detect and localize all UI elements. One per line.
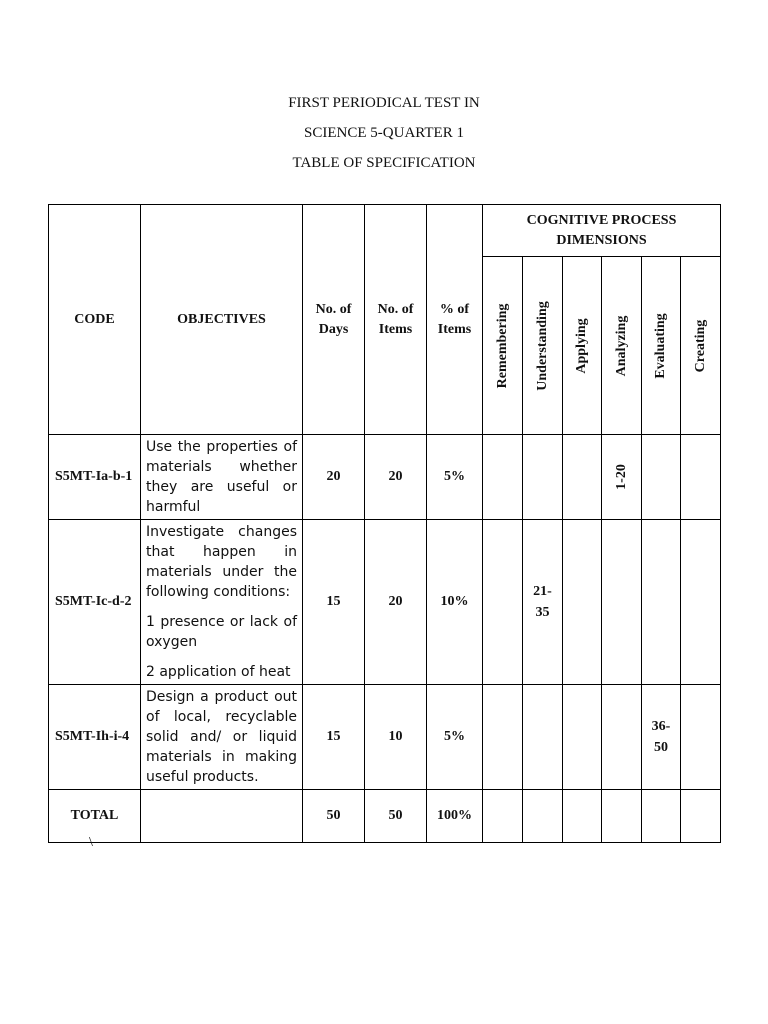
header-evaluating [642, 257, 681, 435]
header-items-line1: No. of [377, 301, 414, 317]
cell-analyzing [602, 790, 642, 843]
table-row [49, 435, 721, 520]
header-cognitive-line1: COGNITIVE PROCESS [526, 212, 677, 228]
header-applying-label: Applying [574, 317, 589, 374]
cell-creating [681, 435, 721, 520]
cell-remembering [483, 790, 523, 843]
total-days: 50 [303, 790, 365, 843]
header-cognitive [483, 205, 721, 257]
cell-evaluating [642, 790, 681, 843]
row-code: S5MT-Ih-i-4 [49, 685, 141, 790]
cell-evaluating [642, 435, 681, 520]
cell-analyzing [602, 520, 642, 685]
cell-understanding [523, 435, 563, 520]
objective-text: Design a product out of local, recyclable solid and/ or liquid materials in making useful products. [146, 689, 297, 785]
total-percent: 100% [427, 790, 483, 843]
row-days: 20 [303, 435, 365, 520]
row-objectives [141, 685, 303, 790]
stray-backslash-mark: \ [89, 835, 93, 850]
analyzing-range: 1-20 [613, 464, 629, 490]
header-understanding-label: Understanding [534, 300, 550, 391]
header-remembering [483, 257, 523, 435]
cell-analyzing [602, 435, 642, 520]
header-applying [563, 257, 602, 435]
header-analyzing [602, 257, 642, 435]
cell-applying [563, 685, 602, 790]
header-percent-line1: % of [439, 301, 470, 317]
total-objectives [141, 790, 303, 843]
title-line-1: FIRST PERIODICAL TEST IN [288, 95, 480, 111]
objective-text: 1 presence or lack of oxygen [146, 614, 297, 650]
title-line-2: SCIENCE 5-QUARTER 1 [304, 125, 464, 141]
header-understanding [523, 257, 563, 435]
header-items-line2: Items [378, 321, 413, 337]
row-percent: 5% [427, 435, 483, 520]
header-analyzing-label: Analyzing [613, 315, 629, 376]
table-row [49, 685, 721, 790]
evaluating-range: 36-50 [651, 719, 671, 755]
row-percent: 5% [427, 685, 483, 790]
row-objectives [141, 520, 303, 685]
header-objectives: OBJECTIVES [141, 205, 303, 435]
objective-text: Use the properties of materials whether they are useful or harmful [146, 439, 297, 515]
objective-text: 2 application of heat [146, 664, 291, 680]
cell-understanding [523, 790, 563, 843]
row-items: 10 [365, 685, 427, 790]
header-days-line1: No. of [315, 301, 352, 317]
row-items: 20 [365, 435, 427, 520]
cell-creating [681, 520, 721, 685]
total-row [49, 790, 721, 843]
cell-creating [681, 790, 721, 843]
table-row [49, 520, 721, 685]
cell-applying [563, 435, 602, 520]
header-row-1 [49, 205, 721, 257]
header-remembering-label: Remembering [494, 303, 510, 388]
row-objectives [141, 435, 303, 520]
title-line-3: TABLE OF SPECIFICATION [292, 155, 476, 171]
cell-applying [563, 790, 602, 843]
header-items [365, 205, 427, 435]
header-percent [427, 205, 483, 435]
row-percent: 10% [427, 520, 483, 685]
row-days: 15 [303, 685, 365, 790]
row-items: 20 [365, 520, 427, 685]
header-days [303, 205, 365, 435]
cell-applying [563, 520, 602, 685]
objective-text: Investigate changes that happen in materials under the following conditions: [146, 524, 297, 600]
header-creating [681, 257, 721, 435]
header-code: CODE [49, 205, 141, 435]
header-evaluating-label: Evaluating [653, 312, 668, 379]
cell-analyzing [602, 685, 642, 790]
cell-evaluating [642, 520, 681, 685]
understanding-range: 21-35 [533, 584, 552, 620]
header-percent-line2: Items [437, 321, 472, 337]
row-code: S5MT-Ia-b-1 [49, 435, 141, 520]
cell-understanding [523, 520, 563, 685]
total-label: TOTAL [49, 790, 141, 843]
header-creating-label: Creating [692, 319, 708, 372]
cell-remembering [483, 435, 523, 520]
header-days-line2: Days [318, 321, 349, 337]
cell-remembering [483, 685, 523, 790]
row-code: S5MT-Ic-d-2 [49, 520, 141, 685]
row-days: 15 [303, 520, 365, 685]
cell-evaluating [642, 685, 681, 790]
specification-table [48, 204, 721, 843]
header-cognitive-line2: DIMENSIONS [556, 232, 647, 248]
total-items: 50 [365, 790, 427, 843]
cell-understanding [523, 685, 563, 790]
cell-remembering [483, 520, 523, 685]
cell-creating [681, 685, 721, 790]
